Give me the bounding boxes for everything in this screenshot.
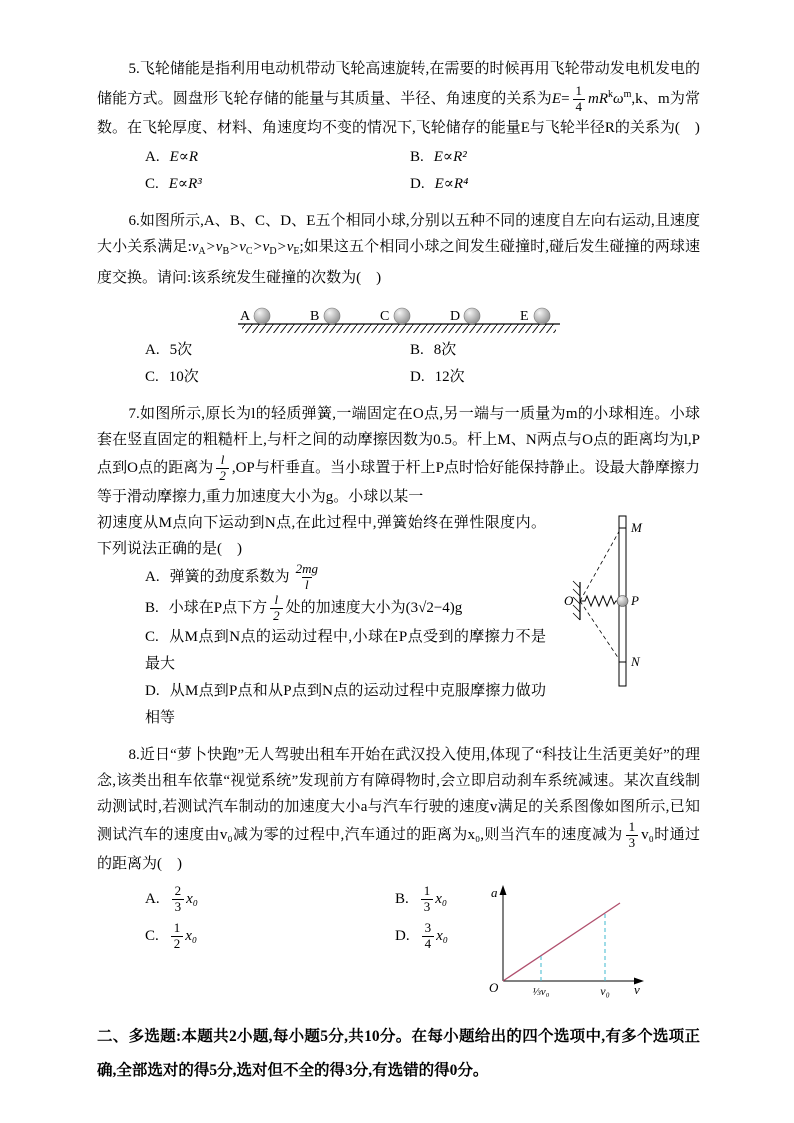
q8-option-c-label: C. bbox=[145, 927, 159, 944]
section-multi-choice-header: 二、多选题:本题共2小题,每小题5分,共10分。在每小题给出的四个选项中,有多个选项正确,全部选对的得5分,选对但不全的得3分,有选错的得0分。 bbox=[97, 1027, 700, 1079]
q5-formula-exp-m: m bbox=[623, 89, 632, 100]
spring-zigzag bbox=[580, 596, 619, 606]
ineq-sub: C bbox=[245, 246, 253, 257]
q5-formula-exp-k: k bbox=[608, 89, 614, 100]
question-6 bbox=[97, 208, 700, 391]
q6-option-a-value: 5次 bbox=[169, 342, 193, 358]
q7-option-a-label: A. bbox=[145, 568, 160, 585]
q5-formula-mR: mR bbox=[588, 91, 609, 107]
q8-option-d bbox=[395, 918, 468, 955]
ineq-sub: E bbox=[293, 246, 300, 257]
question-7 bbox=[97, 401, 700, 732]
q7-option-c-value: 从M点到N点的运动过程中,小球在P点受到的摩擦力不是最大 bbox=[145, 628, 546, 672]
q7-opt-a-den: l bbox=[302, 577, 312, 593]
q8-option-c-suffix: x₀ bbox=[185, 927, 198, 944]
axis-label-v: v bbox=[634, 981, 640, 997]
dashed-line-ON bbox=[580, 601, 621, 662]
y-axis-arrow bbox=[500, 885, 507, 895]
q5-options bbox=[97, 144, 700, 198]
q8-option-c-fraction bbox=[171, 921, 184, 952]
q8-bottom-area bbox=[97, 881, 700, 998]
q7-text-3: 初速度从M点向下运动到N点,在此过程中,弹簧始终在弹性限度内。下列说法正确的是( ) bbox=[97, 514, 546, 557]
q8-option-b-label: B. bbox=[395, 890, 409, 907]
label-N: N bbox=[631, 653, 640, 669]
q6-options bbox=[97, 337, 700, 391]
ball-b bbox=[324, 308, 340, 324]
q7-figure-rod-spring bbox=[562, 512, 666, 690]
q5-option-a-label: A. bbox=[145, 149, 160, 165]
q7-opt-b-den: 2 bbox=[270, 608, 283, 624]
q5-option-c-value: E∝R³ bbox=[168, 176, 202, 192]
label-O: O bbox=[564, 592, 574, 608]
q5-option-b bbox=[410, 144, 700, 171]
q7-opt-b-num: l bbox=[274, 591, 279, 607]
q8-frac-one-third bbox=[626, 820, 639, 851]
q8-option-d-suffix: x₀ bbox=[436, 927, 448, 944]
q7-option-b-label: B. bbox=[145, 599, 159, 616]
q8-options bbox=[97, 881, 468, 955]
question-8 bbox=[97, 742, 700, 1004]
q8-option-a-label: A. bbox=[145, 890, 160, 907]
q6-option-d-label: D. bbox=[410, 369, 425, 385]
q6-figure-balls bbox=[230, 299, 568, 334]
ball-label-b: B bbox=[309, 309, 319, 324]
q8-option-a-suffix: x₀ bbox=[186, 890, 198, 907]
q5-option-b-value: E∝R² bbox=[433, 149, 467, 165]
label-M: M bbox=[631, 519, 642, 535]
ground-hatching bbox=[242, 324, 556, 333]
q7-option-a-fraction bbox=[293, 562, 321, 593]
q5-text-2: ,k、m为常数。在飞轮厚度、材料、角速度均不变的情况下,飞轮储存的能量E与飞轮半径R的关系为( ) bbox=[97, 91, 700, 136]
ball-label-a: A bbox=[239, 309, 250, 324]
q8-opt-d-den: 4 bbox=[422, 936, 435, 952]
question-5-stem bbox=[97, 56, 700, 141]
ball-e bbox=[534, 308, 550, 324]
label-P: P bbox=[631, 592, 639, 608]
q5-option-b-label: B. bbox=[410, 149, 424, 165]
tick-v0: v₀ bbox=[600, 983, 610, 998]
ineq-term: >v bbox=[252, 239, 270, 255]
q8-opt-a-num: 2 bbox=[174, 882, 182, 898]
q6-option-b-value: 8次 bbox=[433, 342, 457, 358]
q5-option-a bbox=[145, 144, 410, 171]
q8-opt-b-den: 3 bbox=[421, 899, 434, 915]
q8-option-a-fraction bbox=[172, 884, 185, 915]
ball-d bbox=[464, 308, 480, 324]
tick-one-third-v0: ⅓v₀ bbox=[532, 985, 550, 998]
q5-option-c bbox=[145, 171, 410, 198]
q6-option-c bbox=[145, 364, 410, 391]
question-5 bbox=[97, 56, 700, 198]
question-7-stem-part1 bbox=[97, 401, 700, 510]
q8-option-b bbox=[395, 881, 468, 918]
q6-option-c-value: 10次 bbox=[168, 369, 199, 385]
q6-velocity-inequality bbox=[192, 239, 300, 255]
q6-option-b-label: B. bbox=[410, 342, 424, 358]
q8-frac1-den: 3 bbox=[626, 835, 639, 851]
ineq-sub: D bbox=[269, 246, 277, 257]
q5-option-d bbox=[410, 171, 700, 198]
q5-formula-omega: ω bbox=[613, 91, 624, 107]
q5-formula-fraction bbox=[573, 84, 586, 115]
q7-frac1-num: l bbox=[220, 452, 225, 467]
ball-label-e: E bbox=[519, 309, 529, 324]
q6-option-a-label: A. bbox=[145, 342, 160, 358]
q5-energy-formula bbox=[551, 83, 632, 115]
q7-frac1-den: 2 bbox=[216, 468, 229, 484]
q8-opt-b-num: 1 bbox=[423, 882, 431, 898]
q7-option-b-post: 处的加速度大小为(3√2−4)g bbox=[285, 599, 463, 616]
q5-formula-eq: = bbox=[561, 91, 570, 107]
q7-option-c-label: C. bbox=[145, 628, 159, 645]
q8-frac1-num: 1 bbox=[628, 818, 636, 834]
a-v-line bbox=[503, 903, 620, 981]
dashed-line-OM bbox=[580, 528, 621, 601]
q7-figure-wrap bbox=[562, 512, 666, 695]
q6-text-2: ;如果这五个相同小球之间发生碰撞时,碰后发生碰撞的两球速度交换。请问:该系统发生碰撞的次数为( ) bbox=[97, 239, 700, 286]
q8-option-b-suffix: x₀ bbox=[435, 890, 448, 907]
wall-hatching bbox=[573, 581, 580, 620]
q7-opt-a-num: 2mg bbox=[295, 560, 318, 576]
q7-option-a-pre: 弹簧的劲度系数为 bbox=[169, 568, 290, 585]
q5-option-d-value: E∝R⁴ bbox=[434, 176, 469, 192]
ball-label-c: C bbox=[379, 309, 389, 324]
q6-option-d-value: 12次 bbox=[434, 369, 465, 385]
q8-figure-wrap bbox=[478, 881, 656, 1004]
q6-figure-wrap bbox=[97, 299, 700, 334]
q8-text-2: v₀时通过的距离为( ) bbox=[97, 826, 700, 872]
q5-formula-lhs: E bbox=[551, 91, 562, 107]
q7-option-b-fraction bbox=[270, 593, 283, 624]
q8-opt-c-num: 1 bbox=[173, 919, 181, 935]
q5-frac-den: 4 bbox=[573, 99, 586, 115]
q5-text-1: 5.飞轮储能是指利用电动机带动飞轮高速旋转,在需要的时候再用飞轮带动发电机发电的储能方式。圆盘形飞轮存储的能量与其质量、半径、角速度的关系为 bbox=[97, 61, 700, 107]
ineq-sub: A bbox=[198, 246, 206, 257]
q6-option-d bbox=[410, 364, 700, 391]
question-6-stem bbox=[97, 208, 700, 291]
ineq-term: >v bbox=[229, 239, 246, 255]
q8-option-a bbox=[145, 881, 395, 918]
q6-text-1: 6.如图所示,A、B、C、D、E五个相同小球,分别以五种不同的速度自左向右运动,且速度大小关系满足: bbox=[97, 213, 700, 255]
q5-option-d-label: D. bbox=[410, 176, 425, 192]
ball-label-d: D bbox=[449, 309, 460, 324]
q8-figure-graph bbox=[478, 881, 656, 999]
q7-option-d-value: 从M点到P点和从P点到N点的运动过程中克服摩擦力做功相等 bbox=[145, 682, 546, 726]
ineq-term: >v bbox=[205, 239, 223, 255]
q6-option-b bbox=[410, 337, 700, 364]
origin-label: O bbox=[489, 979, 499, 995]
axis-label-a: a bbox=[491, 884, 498, 900]
q7-frac-l-over-2 bbox=[216, 453, 229, 484]
q5-option-c-label: C. bbox=[145, 176, 159, 192]
q5-option-a-value: E∝R bbox=[169, 149, 199, 165]
ball-a bbox=[254, 308, 270, 324]
q8-option-c bbox=[145, 918, 395, 955]
q8-option-d-fraction bbox=[422, 921, 435, 952]
q6-option-c-label: C. bbox=[145, 369, 159, 385]
q8-opt-c-den: 2 bbox=[171, 936, 184, 952]
q8-opt-a-den: 3 bbox=[172, 899, 185, 915]
ball-c bbox=[394, 308, 410, 324]
ball-at-P bbox=[617, 595, 628, 606]
q7-text-2: ,OP与杆垂直。当小球置于杆上P点时恰好能保持静止。设最大静摩擦力等于滑动摩擦力,重力加速度大小为g。小球以某一 bbox=[97, 459, 700, 505]
q6-option-a bbox=[145, 337, 410, 364]
q7-text-1: 7.如图所示,原长为l的轻质弹簧,一端固定在O点,另一端与一质量为m的小球相连。小球套在竖直固定的粗糙杆上,与杆之间的动摩擦因数为0.5。杆上M、N两点与O点的距离均为l,P点到O点的距离为 bbox=[97, 406, 700, 476]
q7-option-d-label: D. bbox=[145, 682, 160, 699]
q8-option-d-label: D. bbox=[395, 927, 410, 944]
ineq-term: >v bbox=[276, 239, 294, 255]
q8-opt-d-num: 3 bbox=[424, 919, 432, 935]
q5-frac-num: 1 bbox=[575, 83, 583, 99]
ineq-term: v bbox=[191, 239, 199, 255]
q8-text-1: 8.近日“萝卜快跑”无人驾驶出租车开始在武汉投入使用,体现了“科技让生活更美好”的理念,该类出租车依靠“视觉系统”发现前方有障碍物时,会立即启动刹车系统减速。某次直线制动测试时,若测试汽车制动的加速度大小a与汽车行驶的速度v满足的关系图像如图所示,已知测试汽车的速度由v₀减为零的过程中,汽车通过的距离为x₀,则当汽车的速度减为 bbox=[97, 746, 700, 843]
ineq-sub: B bbox=[222, 246, 230, 257]
q7-option-b-pre: 小球在P点下方 bbox=[168, 599, 268, 616]
question-8-stem bbox=[97, 742, 700, 877]
q8-option-b-fraction bbox=[421, 884, 434, 915]
